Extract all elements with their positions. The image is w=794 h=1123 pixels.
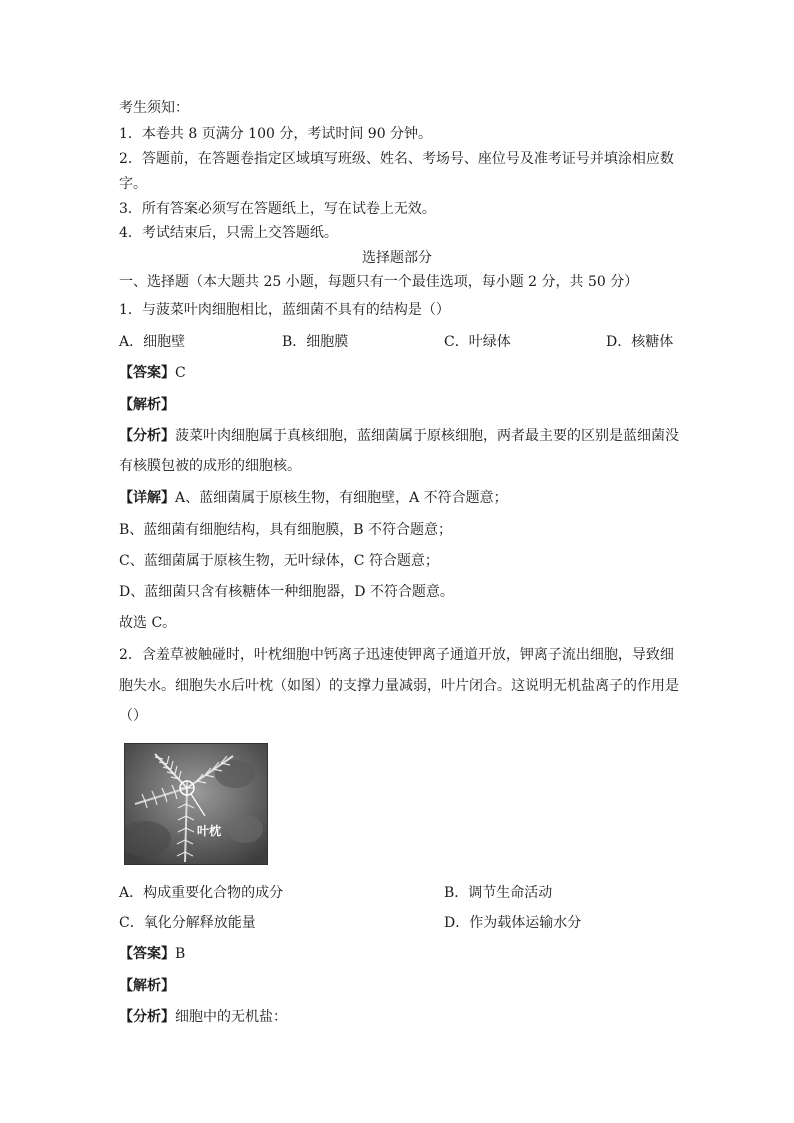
part-heading: 一、选择题（本大题共 25 小题，每题只有一个最佳选项，每小题 2 分，共 50 分） <box>119 274 639 290</box>
fenxi-tag: 【分析】 <box>119 1009 175 1025</box>
q2-analysis-tag <box>119 976 175 996</box>
q2-stem-line-2: 胞失水。细胞失水后叶枕（如图）的支撑力量减弱，叶片闭合。这说明无机盐离子的作用是 <box>119 678 679 694</box>
q1-detail-line-c: C、蓝细菌属于原核生物，无叶绿体，C 符合题意； <box>119 553 439 569</box>
q2-option-a: A．构成重要化合物的成分 <box>119 885 284 901</box>
q2-fenxi-line <box>119 1007 287 1027</box>
q1-stem: 1．与菠菜叶肉细胞相比，蓝细菌不具有的结构是（） <box>119 302 450 318</box>
q2-stem-line-1: 2．含羞草被触碰时，叶枕细胞中钙离子迅速使钾离子通道开放，钾离子流出细胞，导致细 <box>119 647 674 663</box>
figure-label-pulvinus: 叶枕 <box>197 824 222 838</box>
notice-item-2-cont: 字。 <box>119 176 147 192</box>
answer-tag: 【答案】 <box>119 365 175 381</box>
q2-stem-line-3: （） <box>119 708 147 724</box>
analysis-tag: 【解析】 <box>119 397 175 413</box>
q1-fenxi-line-2: 有核膜包被的成形的细胞核。 <box>119 458 301 474</box>
q1-analysis-tag <box>119 395 175 415</box>
answer-value: B <box>175 946 186 962</box>
q1-conclusion: 故选 C。 <box>119 615 177 631</box>
notice-item-3: 3．所有答案必须写在答题纸上，写在试卷上无效。 <box>119 201 436 217</box>
notice-title: 考生须知： <box>119 100 189 116</box>
q2-option-c: C．氧化分解释放能量 <box>119 915 256 931</box>
answer-value: C <box>175 365 186 381</box>
fenxi-text: 细胞中的无机盐： <box>175 1009 287 1025</box>
answer-tag: 【答案】 <box>119 946 175 962</box>
notice-item-1: 1．本卷共 8 页满分 100 分，考试时间 90 分钟。 <box>119 126 433 142</box>
q1-detail-line-b: B、蓝细菌有细胞结构，具有细胞膜，B 不符合题意； <box>119 522 453 538</box>
q1-option-a: A．细胞壁 <box>119 334 186 350</box>
analysis-tag: 【解析】 <box>119 978 175 994</box>
q1-detail-line-d: D、蓝细菌只含有核糖体一种细胞器，D 不符合题意。 <box>119 584 454 600</box>
section-title: 选择题部分 <box>362 250 432 266</box>
q2-option-b: B．调节生命活动 <box>444 885 553 901</box>
detail-text: A、蓝细菌属于原核生物，有细胞壁，A 不符合题意； <box>175 490 508 506</box>
q1-fenxi-line-1 <box>119 426 679 446</box>
mimosa-pulvinus-photo <box>124 743 268 865</box>
q1-option-d: D．核糖体 <box>606 334 674 350</box>
q1-answer <box>119 363 186 383</box>
q1-detail-line-a <box>119 488 508 508</box>
fenxi-text: 菠菜叶肉细胞属于真核细胞，蓝细菌属于原核细胞，两者最主要的区别是蓝细菌没 <box>175 428 679 444</box>
notice-item-4: 4．考试结束后，只需上交答题纸。 <box>119 225 338 241</box>
leaf-illustration <box>125 744 267 864</box>
q1-option-c: C．叶绿体 <box>444 334 511 350</box>
xiangjie-tag: 【详解】 <box>119 490 175 506</box>
fenxi-tag: 【分析】 <box>119 428 175 444</box>
q2-answer <box>119 944 185 964</box>
notice-item-2: 2．答题前，在答题卷指定区域填写班级、姓名、考场号、座位号及准考证号并填涂相应数 <box>119 151 674 167</box>
q1-option-b: B．细胞膜 <box>282 334 349 350</box>
q2-option-d: D．作为载体运输水分 <box>444 915 582 931</box>
